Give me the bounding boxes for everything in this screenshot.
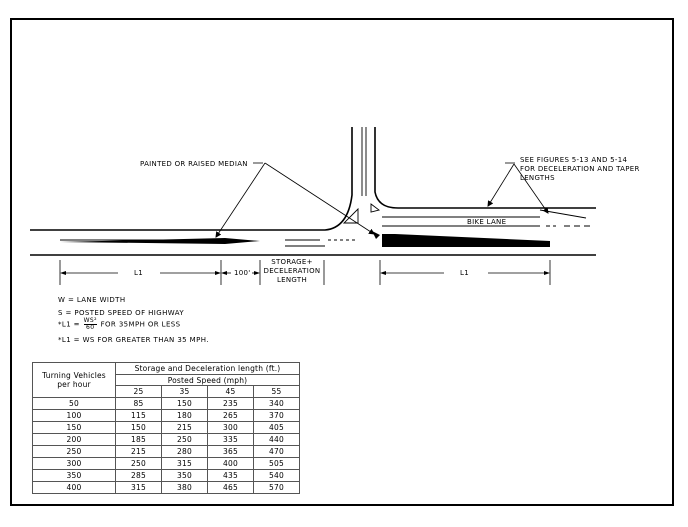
- length-cell: 185: [116, 434, 162, 446]
- note-l1-numerator: WS²: [83, 317, 97, 324]
- group-header: Storage and Deceleration length (ft.): [116, 363, 300, 375]
- island-right: [371, 204, 379, 212]
- see-figures-label-1: SEE FIGURES 5-13 AND 5-14: [520, 156, 628, 164]
- vph-cell: 150: [33, 422, 116, 434]
- length-cell: 350: [162, 470, 208, 482]
- row-header-turning-vehicles: Turning Vehicles per hour: [33, 363, 116, 398]
- length-cell: 365: [208, 446, 254, 458]
- table-row: [33, 410, 300, 422]
- vph-cell: 400: [33, 482, 116, 494]
- note-posted-speed: S = POSTED SPEED OF HIGHWAY: [58, 309, 185, 317]
- length-cell: 465: [208, 482, 254, 494]
- length-cell: 150: [116, 422, 162, 434]
- length-cell: 250: [116, 458, 162, 470]
- bike-lane-label: BIKE LANE: [467, 218, 507, 226]
- note-l1-low-prefix: *L1 =: [58, 320, 80, 329]
- length-cell: 370: [254, 410, 300, 422]
- table-row: [33, 434, 300, 446]
- table-row: [33, 398, 300, 410]
- length-cell: 570: [254, 482, 300, 494]
- note-l1-denominator: 60: [86, 324, 95, 331]
- l1-right-label: L1: [460, 269, 469, 277]
- see-figures-label-3: LENGTHS: [520, 174, 555, 182]
- length-cell: 505: [254, 458, 300, 470]
- vph-cell: 350: [33, 470, 116, 482]
- median-left: [60, 238, 260, 244]
- length-cell: 115: [116, 410, 162, 422]
- storage-deceleration-table: [32, 362, 300, 494]
- table-row: [33, 470, 300, 482]
- speed-header: 45: [208, 386, 254, 398]
- length-cell: 150: [162, 398, 208, 410]
- speed-header: 25: [116, 386, 162, 398]
- median-label: PAINTED OR RAISED MEDIAN: [140, 160, 248, 168]
- note-l1-fraction: [84, 318, 97, 331]
- length-cell: 85: [116, 398, 162, 410]
- length-cell: 235: [208, 398, 254, 410]
- median-right: [382, 234, 550, 247]
- storage-label-2: DECELERATION: [263, 267, 321, 275]
- length-cell: 315: [116, 482, 162, 494]
- length-cell: 405: [254, 422, 300, 434]
- table-body: [33, 398, 300, 494]
- length-cell: 285: [116, 470, 162, 482]
- length-cell: 280: [162, 446, 208, 458]
- note-lane-width: W = LANE WIDTH: [58, 296, 126, 304]
- length-cell: 335: [208, 434, 254, 446]
- speed-header: 55: [254, 386, 300, 398]
- island-arrow: [372, 231, 380, 239]
- see-figures-label-2: FOR DECELERATION AND TAPER: [520, 165, 640, 173]
- vph-cell: 250: [33, 446, 116, 458]
- length-cell: 315: [162, 458, 208, 470]
- note-l1-low-speed: [58, 318, 180, 331]
- length-cell: 215: [116, 446, 162, 458]
- vph-cell: 100: [33, 410, 116, 422]
- vph-cell: 50: [33, 398, 116, 410]
- length-cell: 400: [208, 458, 254, 470]
- note-l1-low-suffix: FOR 35MPH OR LESS: [100, 320, 181, 329]
- storage-label-3: LENGTH: [276, 276, 308, 284]
- speed-header: 35: [162, 386, 208, 398]
- table-row: [33, 422, 300, 434]
- highway-edges: [30, 127, 596, 255]
- sub-header-posted-speed: Posted Speed (mph): [116, 375, 300, 386]
- length-cell: 435: [208, 470, 254, 482]
- length-cell: 440: [254, 434, 300, 446]
- dim-100-label: 100': [234, 269, 251, 277]
- vph-cell: 300: [33, 458, 116, 470]
- length-cell: 540: [254, 470, 300, 482]
- table-row: [33, 482, 300, 494]
- length-cell: 215: [162, 422, 208, 434]
- length-cell: 180: [162, 410, 208, 422]
- length-cell: 340: [254, 398, 300, 410]
- length-cell: 300: [208, 422, 254, 434]
- length-cell: 470: [254, 446, 300, 458]
- vph-cell: 200: [33, 434, 116, 446]
- note-l1-high-speed: *L1 = WS FOR GREATER THAN 35 MPH.: [58, 336, 209, 344]
- length-cell: 250: [162, 434, 208, 446]
- table-row: [33, 446, 300, 458]
- table-row: [33, 458, 300, 470]
- storage-label-1: STORAGE+: [271, 258, 313, 266]
- side-road-centerlines: [362, 127, 366, 196]
- l1-left-label: L1: [134, 269, 143, 277]
- length-cell: 265: [208, 410, 254, 422]
- length-cell: 380: [162, 482, 208, 494]
